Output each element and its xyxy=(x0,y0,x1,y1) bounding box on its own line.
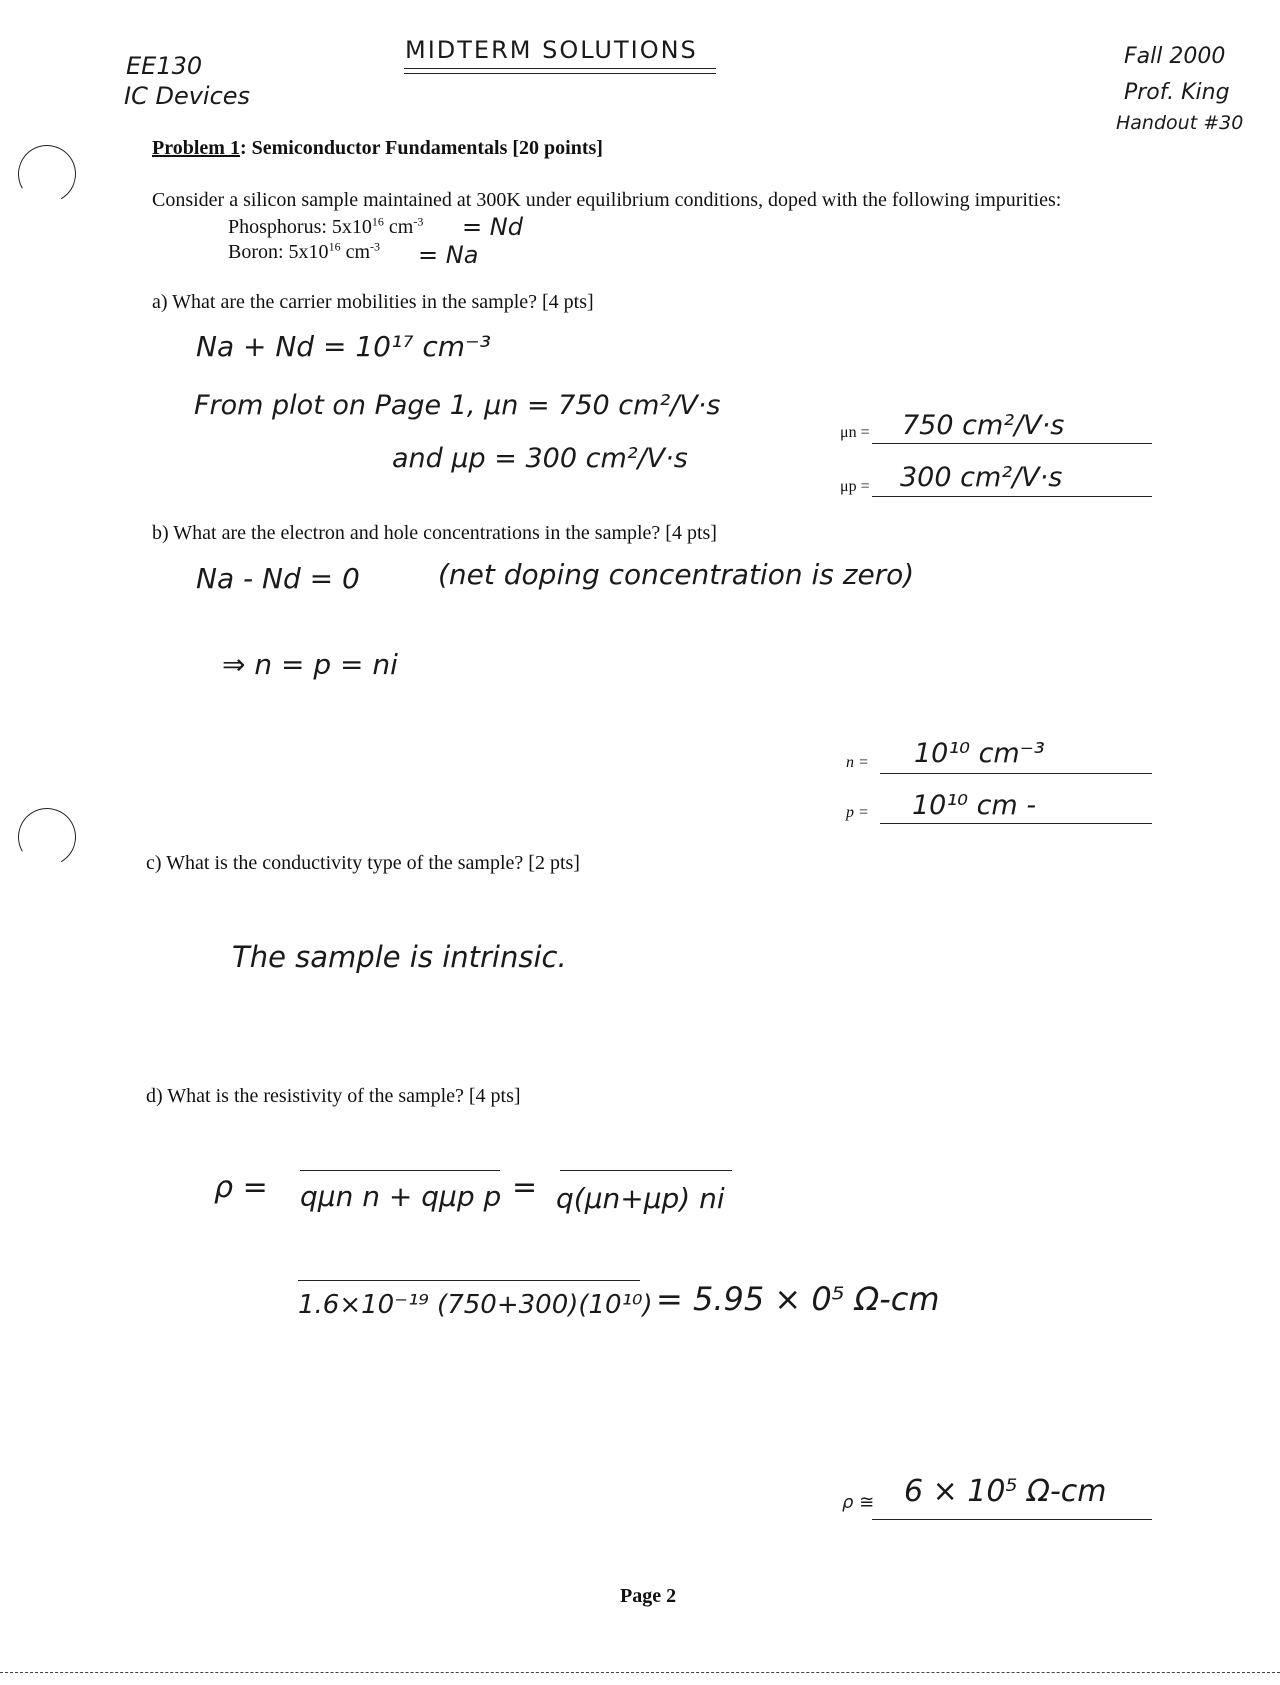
part-d-equals: = xyxy=(512,1170,538,1205)
part-d-denominator-3: 1.6×10⁻¹⁹ (750+300)(10¹⁰) xyxy=(298,1290,653,1320)
part-c-answer: The sample is intrinsic. xyxy=(232,940,567,974)
title-underline-2 xyxy=(404,73,716,74)
course-code: EE130 xyxy=(126,52,203,80)
answer-mu-p-line xyxy=(872,496,1152,497)
answer-mu-n-label: μn = xyxy=(840,424,870,441)
boron-unit-exp: -3 xyxy=(370,239,380,254)
fraction-bar-3 xyxy=(298,1280,640,1281)
phosphorus-line xyxy=(228,216,423,239)
answer-rho-label: ρ ≅ xyxy=(842,1492,875,1513)
fraction-bar-2 xyxy=(560,1170,732,1171)
fraction-bar-1 xyxy=(300,1170,500,1171)
part-b-question: b) What are the electron and hole concentrations in the sample? [4 pts] xyxy=(152,522,717,544)
punch-hole-middle xyxy=(11,801,82,872)
phosphorus-note: = Nd xyxy=(462,213,523,241)
bottom-edge-line xyxy=(0,1672,1280,1673)
boron-label: Boron: 5x10 xyxy=(228,241,329,263)
part-b-work-note: (net doping concentration is zero) xyxy=(438,558,915,591)
handout-number: Handout #30 xyxy=(1116,112,1244,134)
answer-mu-n-value: 750 cm²/V·s xyxy=(902,410,1065,441)
problem-intro: Consider a silicon sample maintained at 300K under equilibrium conditions, doped with the following impurities: xyxy=(152,189,1062,211)
part-a-work-line1: Na + Nd = 10¹⁷ cm⁻³ xyxy=(196,330,491,363)
answer-mu-p-label: μp = xyxy=(840,478,870,495)
part-d-denominator-1: qμn n + qμp p xyxy=(300,1180,502,1213)
part-a-work-line3: and μp = 300 cm²/V·s xyxy=(392,443,688,474)
answer-p-label: p = xyxy=(846,804,869,821)
phosphorus-label: Phosphorus: 5x10 xyxy=(228,216,372,238)
part-d-lhs: ρ = xyxy=(214,1170,268,1205)
answer-rho-line xyxy=(872,1519,1152,1520)
answer-mu-p-value: 300 cm²/V·s xyxy=(900,462,1063,493)
answer-n-value: 10¹⁰ cm⁻³ xyxy=(914,738,1045,769)
problem-number: Problem 1 xyxy=(152,137,240,159)
problem-heading xyxy=(152,137,603,160)
title-underline xyxy=(404,68,716,69)
punch-hole-top xyxy=(11,138,82,209)
answer-n-line xyxy=(880,773,1152,774)
boron-unit: cm xyxy=(345,241,370,263)
phosphorus-unit-exp: -3 xyxy=(413,214,424,229)
professor: Prof. King xyxy=(1124,80,1230,105)
boron-note: = Na xyxy=(418,241,479,269)
answer-p-line xyxy=(880,823,1152,824)
page-number: Page 2 xyxy=(620,1585,677,1607)
course-name: IC Devices xyxy=(124,82,251,110)
document-title: MIDTERM SOLUTIONS xyxy=(405,36,698,64)
part-b-work-line2: ⇒ n = p = ni xyxy=(222,648,398,681)
part-d-question: d) What is the resistivity of the sample? [4 pts] xyxy=(146,1085,521,1107)
answer-rho-value: 6 × 10⁵ Ω-cm xyxy=(904,1474,1107,1509)
part-a-question: a) What are the carrier mobilities in the sample? [4 pts] xyxy=(152,291,594,313)
boron-exp: 16 xyxy=(328,239,341,254)
semester: Fall 2000 xyxy=(1124,44,1226,69)
answer-n-label: n = xyxy=(846,754,869,771)
part-d-result: = 5.95 × 0⁵ Ω-cm xyxy=(656,1280,940,1318)
part-d-denominator-2: q(μn+μp) ni xyxy=(556,1182,725,1215)
part-c-question: c) What is the conductivity type of the sample? [2 pts] xyxy=(146,852,580,874)
problem-title: : Semiconductor Fundamentals [20 points] xyxy=(239,137,603,159)
part-b-work-line1: Na - Nd = 0 xyxy=(196,562,360,595)
part-a-work-line2: From plot on Page 1, μn = 750 cm²/V·s xyxy=(194,390,721,421)
boron-line xyxy=(228,241,380,264)
phosphorus-unit: cm xyxy=(388,216,414,238)
phosphorus-exp: 16 xyxy=(371,214,384,229)
answer-mu-n-line xyxy=(872,443,1152,444)
answer-p-value: 10¹⁰ cm - xyxy=(912,790,1037,821)
